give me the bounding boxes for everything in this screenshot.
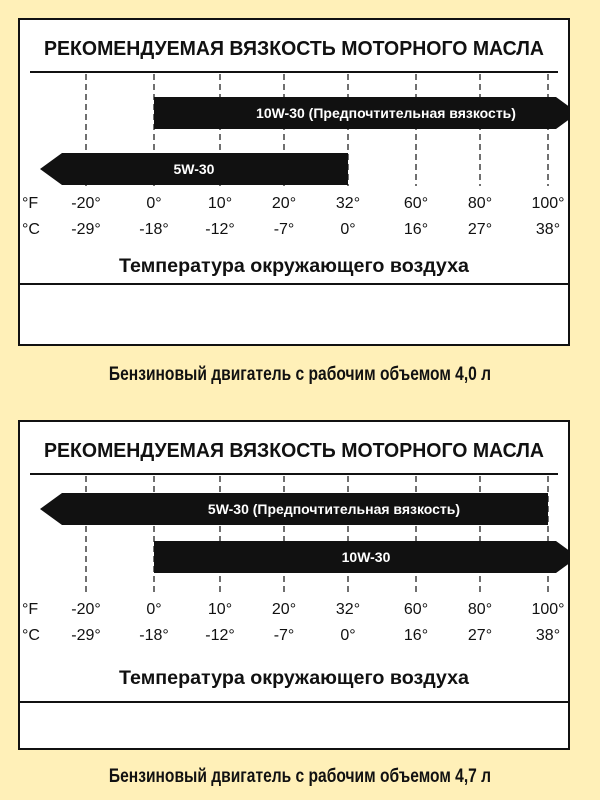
fahrenheit-tick-label: 0°: [146, 601, 162, 618]
fahrenheit-tick-label: 60°: [403, 601, 429, 618]
engine-caption-2: Бензиновый двигатель с рабочим объемом 4,7 л: [108, 766, 492, 787]
engine-caption-1: Бензиновый двигатель с рабочим объемом 4,0 л: [108, 364, 492, 385]
tick-labels: [71, 601, 564, 644]
celsius-tick-label: -18°: [139, 221, 169, 238]
fahrenheit-tick-label: -20°: [71, 195, 101, 212]
celsius-tick-label: -7°: [273, 627, 295, 644]
fahrenheit-tick-label: 80°: [467, 195, 493, 212]
celsius-tick-label: 38°: [535, 627, 561, 644]
chart-title: РЕКОМЕНДУЕМАЯ ВЯЗКОСТЬ МОТОРНОГО МАСЛА: [44, 440, 544, 462]
chart-title: РЕКОМЕНДУЕМАЯ ВЯЗКОСТЬ МОТОРНОГО МАСЛА: [44, 38, 544, 60]
fahrenheit-tick-label: 60°: [403, 195, 429, 212]
celsius-unit: °C: [22, 221, 40, 238]
celsius-tick-label: 0°: [340, 221, 356, 238]
celsius-tick-label: 27°: [467, 221, 493, 238]
fahrenheit-tick-label: 20°: [271, 601, 297, 618]
viscosity-chart-panel-1: [18, 18, 570, 346]
fahrenheit-tick-label: 10°: [207, 195, 233, 212]
celsius-tick-label: -12°: [205, 221, 235, 238]
fahrenheit-tick-label: 32°: [335, 195, 361, 212]
fahrenheit-unit: °F: [22, 601, 39, 618]
celsius-tick-label: 16°: [403, 627, 429, 644]
fahrenheit-tick-label: 10°: [207, 601, 233, 618]
fahrenheit-tick-label: 32°: [335, 601, 361, 618]
axis-label: Температура окружающего воздуха: [119, 256, 470, 277]
celsius-tick-label: 27°: [467, 627, 493, 644]
tick-labels: [71, 195, 564, 238]
celsius-unit: °C: [22, 627, 40, 644]
viscosity-chart-2: [20, 422, 568, 748]
viscosity-chart-panel-2: [18, 420, 570, 750]
viscosity-bars: [40, 97, 568, 185]
viscosity-grade-label: 5W-30: [173, 161, 215, 177]
viscosity-grade-label: 5W-30 (Предпочтительная вязкость): [207, 501, 461, 517]
celsius-tick-label: 16°: [403, 221, 429, 238]
viscosity-chart-1: [20, 20, 568, 344]
celsius-tick-label: 0°: [340, 627, 356, 644]
viscosity-grade-label: 10W-30 (Предпочтительная вязкость): [256, 105, 516, 121]
celsius-tick-label: -29°: [71, 627, 101, 644]
celsius-tick-label: -29°: [71, 221, 101, 238]
viscosity-bars: [40, 493, 568, 573]
celsius-tick-label: -7°: [273, 221, 295, 238]
fahrenheit-tick-label: 100°: [531, 195, 565, 212]
viscosity-grade-label: 10W-30: [341, 549, 391, 565]
celsius-tick-label: 38°: [535, 221, 561, 238]
fahrenheit-unit: °F: [22, 195, 39, 212]
celsius-tick-label: -12°: [205, 627, 235, 644]
celsius-tick-label: -18°: [139, 627, 169, 644]
fahrenheit-tick-label: 0°: [146, 195, 162, 212]
fahrenheit-tick-label: -20°: [71, 601, 101, 618]
axis-label: Температура окружающего воздуха: [119, 668, 470, 689]
fahrenheit-tick-label: 20°: [271, 195, 297, 212]
fahrenheit-tick-label: 100°: [531, 601, 565, 618]
fahrenheit-tick-label: 80°: [467, 601, 493, 618]
